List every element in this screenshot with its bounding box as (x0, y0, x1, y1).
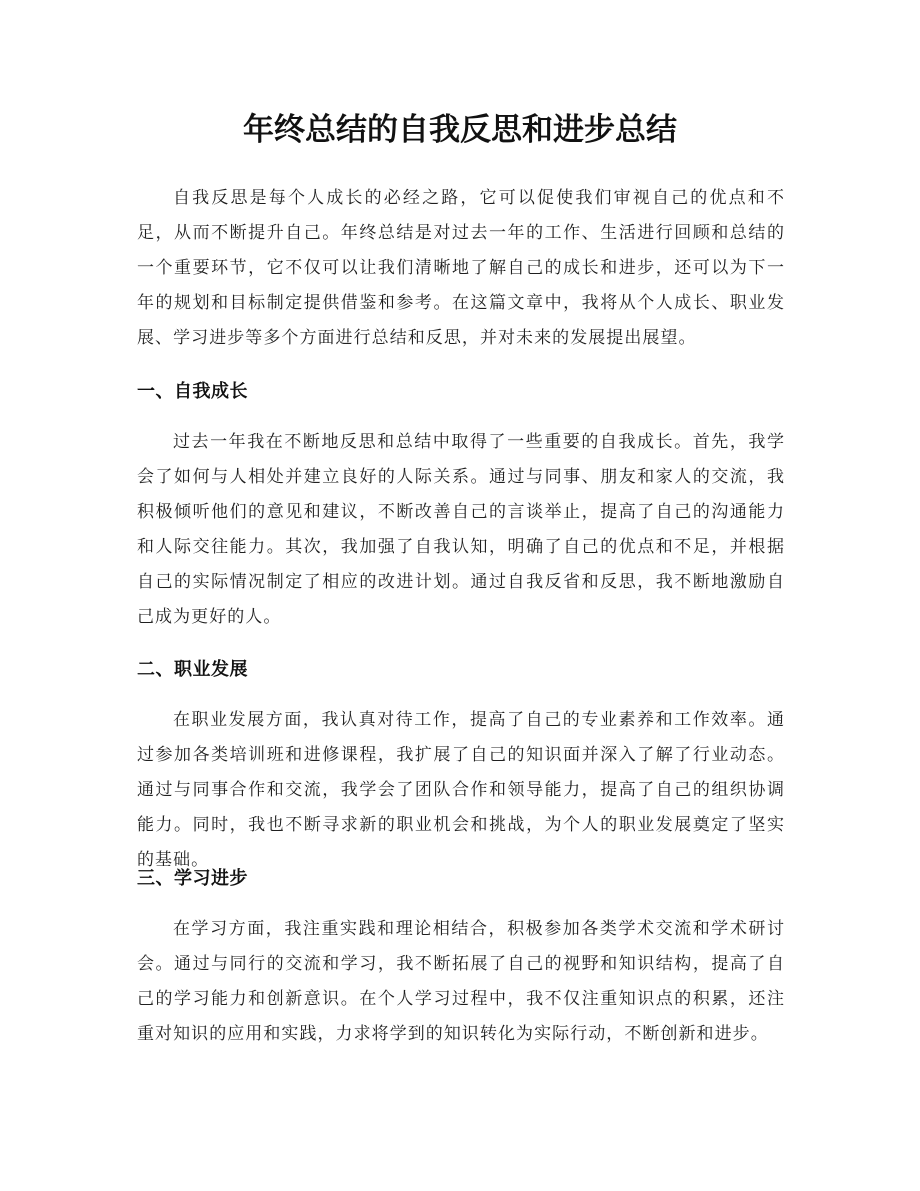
page-title: 年终总结的自我反思和进步总结 (243, 112, 677, 148)
section-heading-learning-progress: 三、学习进步 (137, 868, 248, 889)
section-body-learning-progress: 在学习方面，我注重实践和理论相结合，积极参加各类学术交流和学术研讨会。通过与同行的交流和学习，我不断拓展了自己的视野和知识结构，提高了自己的学习能力和创新意识。在个人学习过程中，我不仅注重知识点的积累，还注重对知识的应用和实践，力求将学到的知识转化为实际行动，不断创新和进步。 (137, 919, 785, 1044)
section-heading-self-growth: 一、自我成长 (137, 381, 248, 402)
section-body-career-development: 在职业发展方面，我认真对待工作，提高了自己的专业素养和工作效率。通过参加各类培训班和进修课程，我扩展了自己的知识面并深入了解了行业动态。通过与同事合作和交流，我学会了团队合作和领导能力，提高了自己的组织协调能力。同时，我也不断寻求新的职业机会和挑战，为个人的职业发展奠定了坚实的基础。 (137, 710, 785, 870)
section-heading-career-development: 二、职业发展 (137, 659, 248, 680)
intro-paragraph: 自我反思是每个人成长的必经之路，它可以促使我们审视自己的优点和不足，从而不断提升自己。年终总结是对过去一年的工作、生活进行回顾和总结的一个重要环节，它不仅可以让我们清晰地了解自己的成长和进步，还可以为下一年的规划和目标制定提供借鉴和参考。在这篇文章中，我将从个人成长、职业发展、学习进步等多个方面进行总结和反思，并对未来的发展提出展望。 (137, 188, 785, 348)
section-body-self-growth: 过去一年我在不断地反思和总结中取得了一些重要的自我成长。首先，我学会了如何与人相处并建立良好的人际关系。通过与同事、朋友和家人的交流，我积极倾听他们的意见和建议，不断改善自己的言谈举止，提高了自己的沟通能力和人际交往能力。其次，我加强了自我认知，明确了自己的优点和不足，并根据自己的实际情况制定了相应的改进计划。通过自我反省和反思，我不断地激励自己成为更好的人。 (137, 432, 785, 627)
